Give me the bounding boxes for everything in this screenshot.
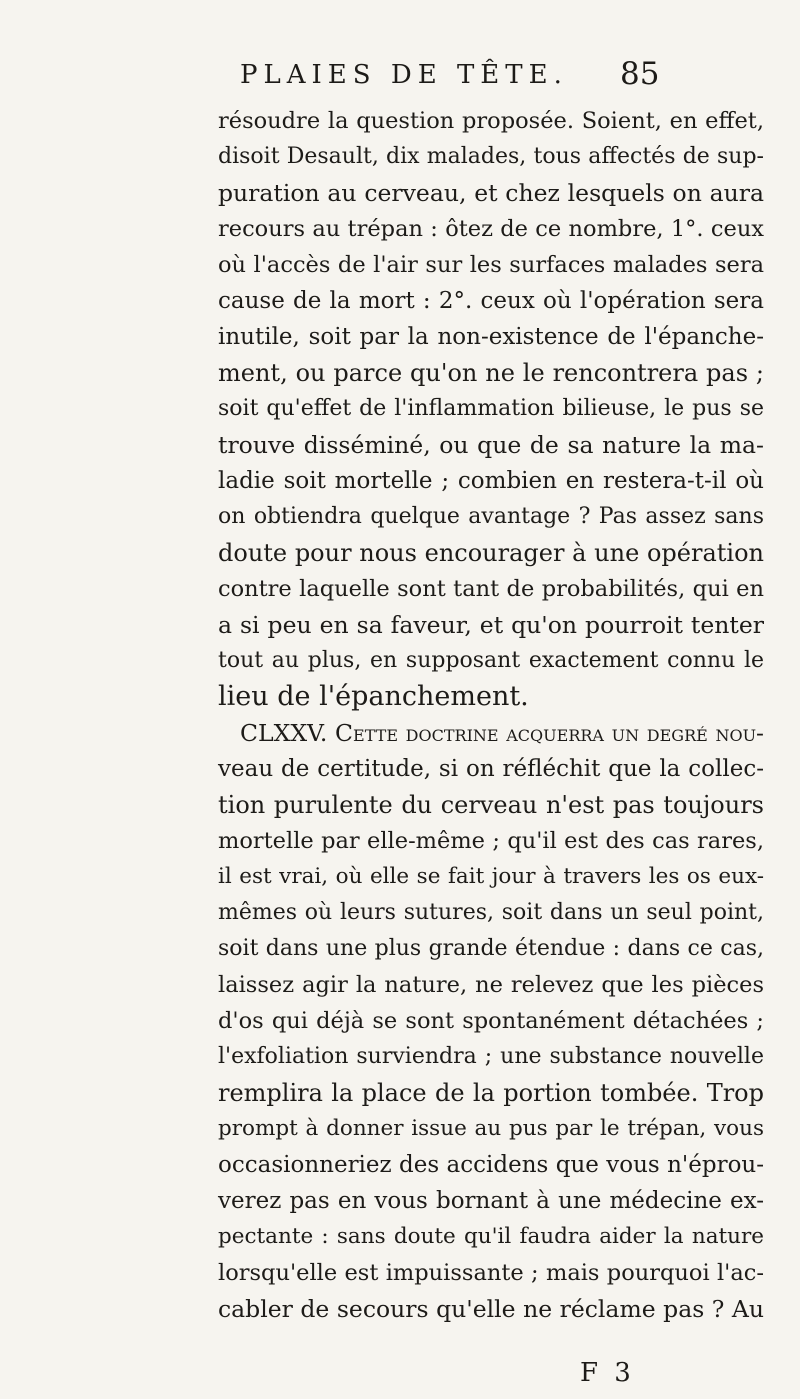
text-line: lorsqu'elle est impuissante ; mais pourquoi l'ac- [218,1260,764,1286]
text-line: prompt à donner issue au pus par le trépan, vous [218,1116,764,1141]
text-line: inutile, soit par la non-existence de l'épanche- [218,324,764,350]
text-line: pectante : sans doute qu'il faudra aider la nature [218,1224,764,1249]
text-line: disoit Desault, dix malades, tous affectés de sup- [218,144,764,169]
text-line: où l'accès de l'air sur les surfaces malades sera [218,252,764,278]
text-line: soit dans une plus grande étendue : dans ce cas, [218,936,764,961]
text-line: résoudre la question proposée. Soient, en effet, [218,108,764,134]
text-line: puration au cerveau, et chez lesquels on aura [218,179,764,207]
text-line: d'os qui déjà se sont spontanément détachées ; [218,1008,764,1034]
text-line: on obtiendra quelque avantage ? Pas assez sans [218,504,764,529]
text-line: contre laquelle sont tant de probabilités, qui en [218,576,764,602]
text-line: recours au trépan : ôtez de ce nombre, 1°. ceux [218,216,764,242]
text-line: l'exfoliation surviendra ; une substance nouvelle [218,1044,764,1069]
text-line: CLXXV. Cette doctrine acquerra un degré nou- [240,719,764,747]
text-line: doute pour nous encourager à une opération [218,539,764,567]
signature-mark: F 3 [580,1358,635,1388]
text-line: verez pas en vous bornant à une médecine ex- [218,1188,764,1214]
text-line: remplira la place de la portion tombée. Trop [218,1079,764,1107]
text-line: cabler de secours qu'elle ne réclame pas ? Au [218,1295,764,1323]
text-line: il est vrai, où elle se fait jour à travers les os eux- [218,864,764,889]
text-line: soit qu'effet de l'inflammation bilieuse, le pus se [218,396,764,421]
text-line: tout au plus, en supposant exactement connu le [218,648,764,673]
running-title: PLAIES DE TÊTE. [240,60,568,90]
text-line: veau de certitude, si on réfléchit que la collec- [218,756,764,782]
text-line: trouve disséminé, ou que de sa nature la ma- [218,431,764,459]
text-line: tion purulente du cerveau n'est pas toujours [218,791,764,819]
text-line: lieu de l'épanchement. [218,681,529,712]
text-line: occasionneriez des accidens que vous n'éprou- [218,1152,764,1178]
text-line: a si peu en sa faveur, et qu'on pourroit tenter [218,611,764,639]
text-line: ladie soit mortelle ; combien en restera-t-il où [218,468,764,494]
text-line: ment, ou parce qu'on ne le rencontrera pas ; [218,359,764,387]
text-line: mortelle par elle-même ; qu'il est des cas rares, [218,828,764,854]
text-line: mêmes où leurs sutures, soit dans un seul point, [218,900,764,925]
text-line: cause de la mort : 2°. ceux où l'opération sera [218,288,764,314]
page-number: 85 [620,56,660,92]
text-line: laissez agir la nature, ne relevez que les pièces [218,972,764,998]
